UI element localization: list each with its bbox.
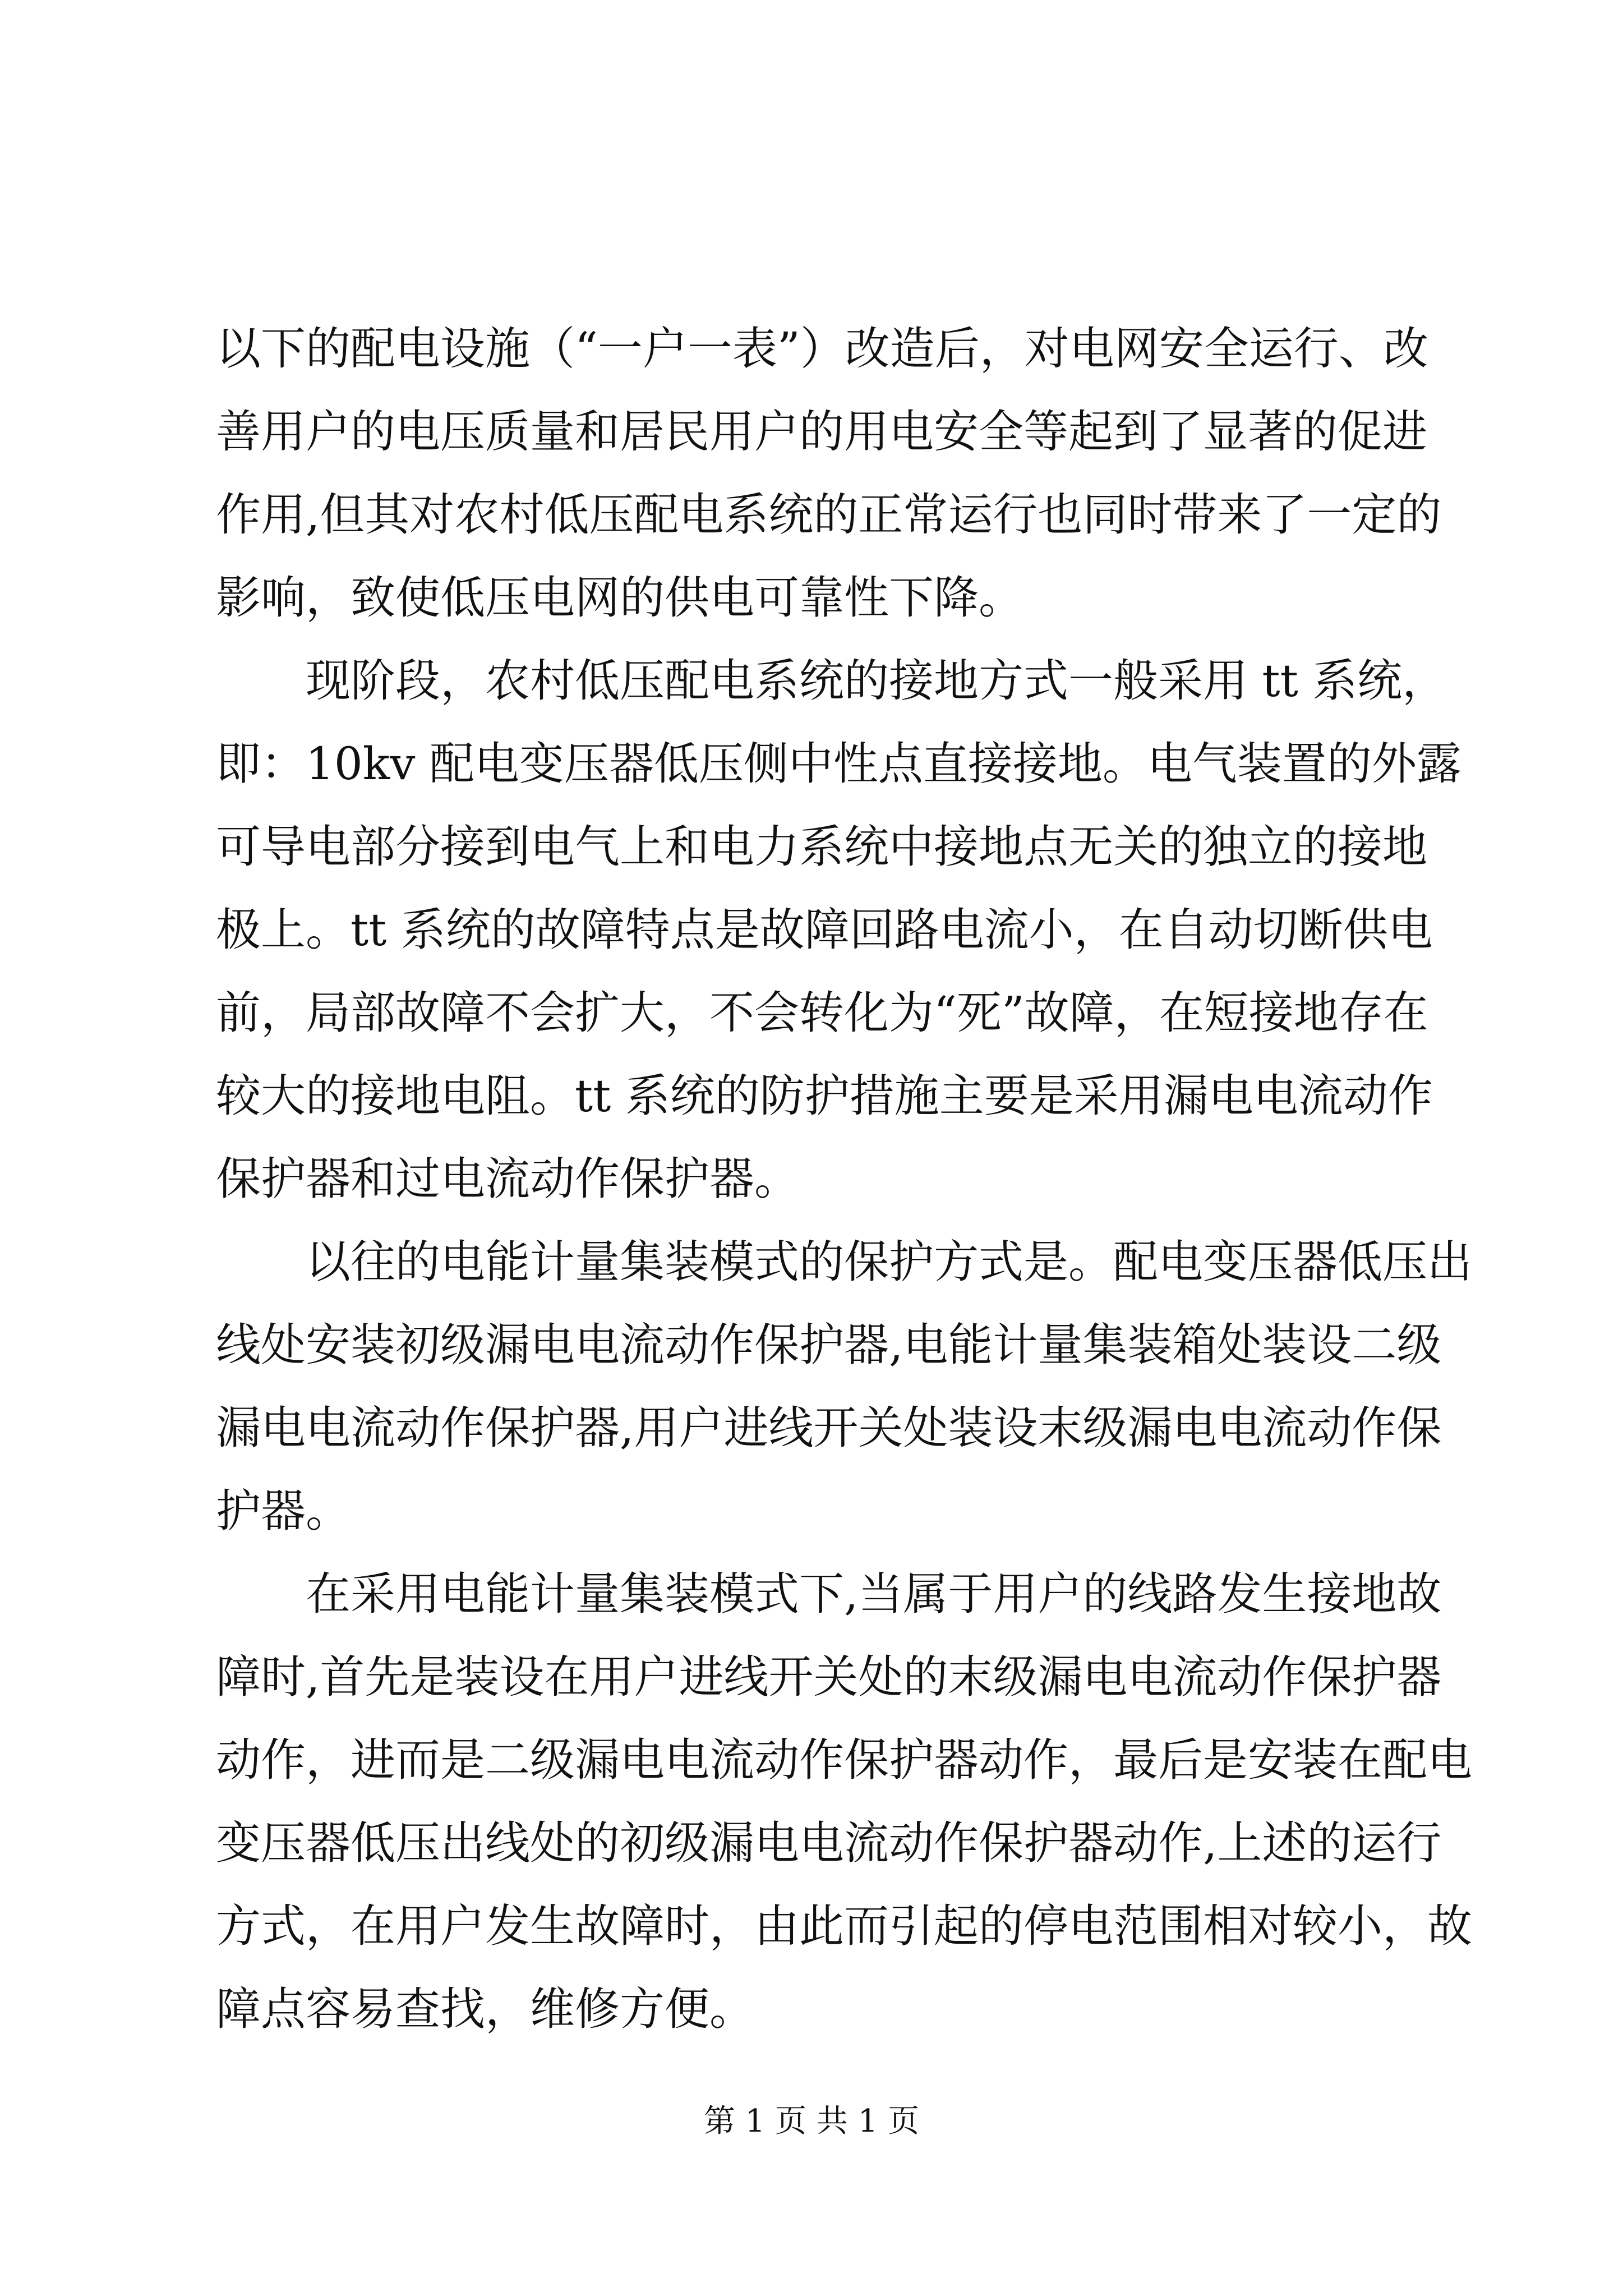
text-line: 在采用电能计量集装模式下,当属于用户的线路发生接地故 xyxy=(306,1568,1442,1620)
paragraph xyxy=(216,307,1442,639)
page-footer: 第 1 页 共 1 页 xyxy=(703,2103,920,2139)
text-line: 动作，进而是二级漏电电流动作保护器动作，最后是安装在配电 xyxy=(216,1734,1472,1786)
text-line: 漏电电流动作保护器,用户进线开关处装设末级漏电电流动作保 xyxy=(216,1402,1442,1454)
text-line: 方式，在用户发生故障时，由此而引起的停电范围相对较小，故 xyxy=(216,1900,1472,1952)
text-line: 较大的接地电阻。tt 系统的防护措施主要是采用漏电电流动作 xyxy=(216,1070,1433,1122)
paragraph xyxy=(216,1221,1472,1553)
text-line: 极上。tt 系统的故障特点是故障回路电流小，在自动切断供电 xyxy=(216,904,1433,956)
text-line: 作用,但其对农村低压配电系统的正常运行也同时带来了一定的 xyxy=(216,489,1442,541)
text-line: 保护器和过电流动作保护器。 xyxy=(216,1153,799,1205)
text-line: 以下的配电设施（“一户一表”）改造后，对电网安全运行、改 xyxy=(216,323,1428,375)
text-line: 线处安装初级漏电电流动作保护器,电能计量集装箱处装设二级 xyxy=(216,1319,1442,1371)
text-line: 护器。 xyxy=(216,1485,351,1537)
paragraph xyxy=(216,639,1461,1221)
body-text xyxy=(216,307,1472,2051)
text-line: 障时,首先是装设在用户进线开关处的末级漏电电流动作保护器 xyxy=(216,1651,1442,1703)
text-line: 善用户的电压质量和居民用户的用电安全等起到了显著的促进 xyxy=(216,406,1427,458)
text-line: 可导电部分接到电气上和电力系统中接地点无关的独立的接地 xyxy=(216,821,1427,873)
paragraph xyxy=(216,1553,1472,2051)
text-line: 前，局部故障不会扩大，不会转化为“死”故障，在短接地存在 xyxy=(216,987,1428,1039)
text-line: 即：10kv 配电变压器低压侧中性点直接接地。电气装置的外露 xyxy=(216,738,1461,790)
text-line: 影响，致使低压电网的供电可靠性下降。 xyxy=(216,572,1023,624)
text-line: 变压器低压出线处的初级漏电电流动作保护器动作,上述的运行 xyxy=(216,1817,1442,1869)
text-line: 以往的电能计量集装模式的保护方式是。配电变压器低压出 xyxy=(306,1236,1472,1288)
text-line: 障点容易查找，维修方便。 xyxy=(216,1983,754,2035)
text-line: 现阶段，农村低压配电系统的接地方式一般采用 tt 系统， xyxy=(306,655,1447,707)
